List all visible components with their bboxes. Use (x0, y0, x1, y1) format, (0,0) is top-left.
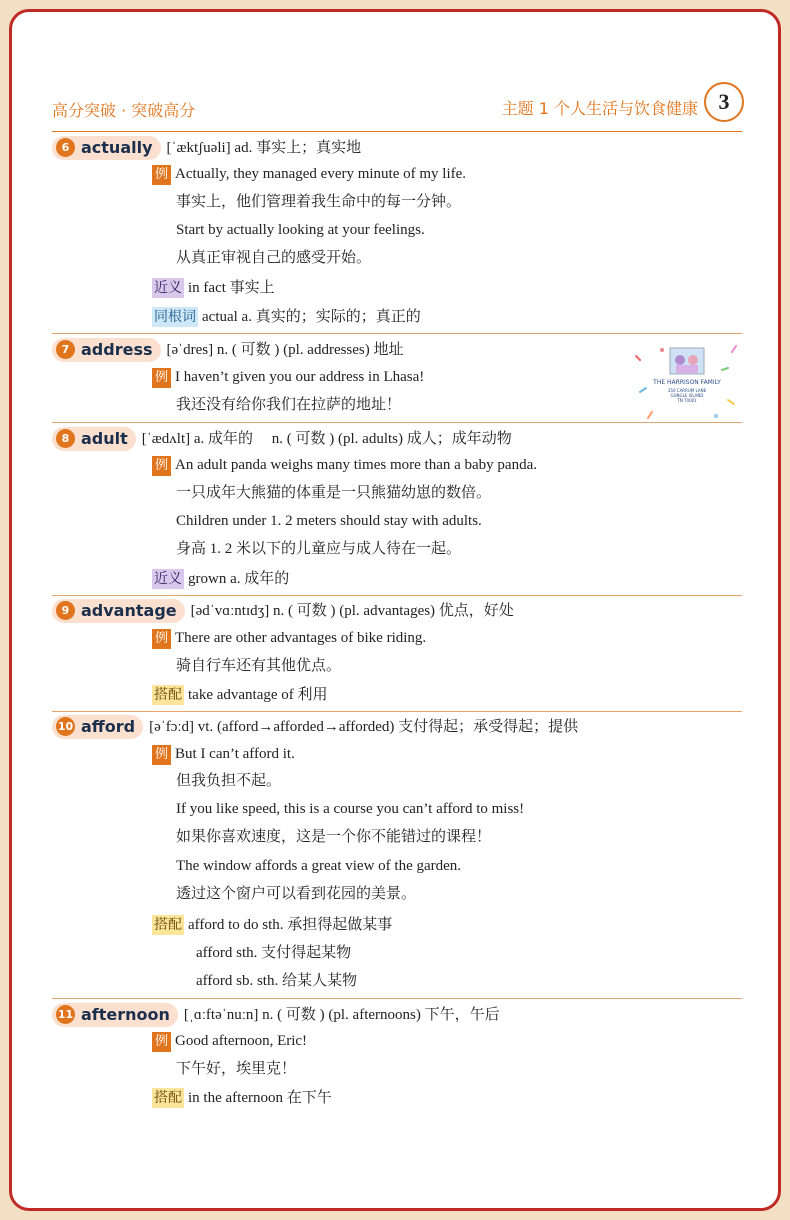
headword-pill (52, 1003, 178, 1027)
definition: [əˈfɔːd] vt. (afford→afforded→afforded) 支付得起；承受得起；提供 (149, 719, 579, 735)
example-translation: 透过这个窗户可以看到花园的美景。 (176, 886, 417, 902)
definition: [ˈædʌlt] a. 成年的 n. ( 可数 ) (pl. adults) 成人；成年动物 (141, 431, 512, 447)
synonym-text: grown a. 成年的 (188, 571, 290, 587)
example-tag: 例 (152, 456, 171, 476)
entry-headword-row (52, 427, 512, 451)
synonym-text: in fact 事实上 (188, 280, 275, 296)
definition: [ədˈvɑːntɪdʒ] n. ( 可数 ) (pl. advantages) 优点，好处 (190, 603, 514, 619)
example-tag: 例 (152, 745, 171, 765)
example-line (152, 454, 537, 476)
vocab-entry-actually (52, 134, 742, 332)
example-translation: 一只成年大熊猫的体重是一只熊猫幼崽的数倍。 (176, 485, 492, 501)
example-sentence: The window affords a great view of the garden. (176, 858, 462, 874)
example-translation: 但我负担不起。 (176, 773, 282, 789)
series-title: 高分突破 · 突破高分 (52, 101, 196, 120)
entry-headword-row (52, 715, 578, 739)
collocation-tag: 搭配 (154, 1090, 182, 1106)
headword: afternoon (81, 1005, 170, 1024)
entry-headword-row (52, 338, 404, 362)
example-line (152, 1030, 307, 1052)
headword-pill (52, 136, 161, 160)
headword: advantage (81, 601, 177, 620)
example-tag: 例 (152, 165, 171, 185)
collocation-text: in the afternoon 在下午 (188, 1090, 332, 1106)
collocation-text: afford to do sth. 承担得起做某事 (188, 917, 393, 933)
example-sentence: There are other advantages of bike riding. (175, 630, 427, 646)
cognate-tag: 同根词 (154, 309, 196, 325)
collocation-tag: 搭配 (154, 917, 182, 933)
example-sentence: If you like speed, this is a course you can’t afford to miss! (176, 801, 525, 817)
entry-number: 9 (56, 601, 75, 620)
collocation-tag: 搭配 (154, 687, 182, 703)
headword-pill (52, 427, 136, 451)
vocab-entry-adult (52, 422, 742, 594)
collocation-text: afford sth. 支付得起某物 (196, 945, 352, 961)
synonym-tag: 近义 (154, 571, 182, 587)
synonym-line (152, 277, 275, 299)
collocation-line (152, 914, 392, 936)
page-header (52, 86, 742, 132)
entry-headword-row (52, 1003, 500, 1027)
synonym-line (152, 568, 289, 590)
example-sentence: I haven’t given you our address in Lhasa! (175, 369, 425, 385)
synonym-tag: 近义 (154, 280, 182, 296)
illus-line-2: 350 CARRUM LANE (667, 388, 707, 393)
headword-pill (52, 338, 161, 362)
example-sentence: Actually, they managed every minute of my life. (175, 166, 467, 182)
illus-line-4: TN 70001 (677, 398, 697, 403)
entry-headword-row (52, 136, 361, 160)
example-translation: 身高 1. 2 米以下的儿童应与成人待在一起。 (176, 541, 462, 557)
illus-line-3: GUNGLE ISLAND (670, 393, 704, 398)
collocation-line (152, 684, 328, 706)
collocation-text: afford sb. sth. 给某人某物 (196, 973, 357, 989)
example-translation: 从真正审视自己的感受开始。 (176, 250, 372, 266)
example-translation: 如果你喜欢速度，这是一个你不能错过的课程！ (176, 829, 492, 845)
example-sentence: Start by actually looking at your feelings. (176, 222, 425, 238)
entry-number: 8 (56, 429, 75, 448)
cognate-line (152, 306, 421, 328)
vocab-entry-address (52, 333, 742, 421)
example-tag: 例 (152, 1032, 171, 1052)
example-translation: 下午好，埃里克！ (176, 1061, 297, 1077)
headword-pill (52, 599, 185, 623)
page-number: 3 (704, 82, 744, 122)
definition: [əˈdres] n. ( 可数 ) (pl. addresses) 地址 (166, 342, 404, 358)
example-translation: 事实上，他们管理着我生命中的每一分钟。 (176, 194, 462, 210)
example-line (152, 627, 426, 649)
headword-pill (52, 715, 143, 739)
vocab-entry-afford (52, 711, 742, 997)
address-card-illustration (632, 340, 742, 422)
cognate-text: actual a. 真实的；实际的；真正的 (202, 309, 421, 325)
example-line (152, 366, 424, 388)
example-line (152, 163, 466, 185)
example-translation: 骑自行车还有其他优点。 (176, 658, 342, 674)
vocab-entry-afternoon (52, 998, 742, 1113)
example-translation: 我还没有给你我们在拉萨的地址！ (176, 397, 402, 413)
collocation-text: take advantage of 利用 (188, 687, 328, 703)
illus-line-1: THE HARRISON FAMILY (653, 379, 721, 386)
headword: address (81, 340, 153, 359)
entry-headword-row (52, 599, 514, 623)
example-tag: 例 (152, 629, 171, 649)
vocab-entry-advantage (52, 595, 742, 710)
example-sentence: Children under 1. 2 meters should stay with adults. (176, 513, 482, 529)
definition: [ˌɑːftəˈnuːn] n. ( 可数 ) (pl. afternoons) 下午，午后 (183, 1007, 500, 1023)
headword: actually (81, 138, 153, 157)
headword: afford (81, 717, 136, 736)
headword: adult (81, 429, 128, 448)
entry-number: 6 (56, 138, 75, 157)
example-line (152, 743, 295, 765)
definition: [ˈæktʃuəli] ad. 事实上；真实地 (166, 140, 362, 156)
chapter-title: 主题 1 个人生活与饮食健康 (501, 99, 698, 118)
collocation-line (152, 1087, 332, 1109)
example-sentence: But I can’t afford it. (175, 746, 295, 762)
example-tag: 例 (152, 368, 171, 388)
entry-number: 10 (56, 717, 75, 736)
entry-number: 11 (56, 1005, 75, 1024)
example-sentence: Good afternoon, Eric! (175, 1033, 308, 1049)
example-sentence: An adult panda weighs many times more than a baby panda. (175, 457, 538, 473)
entry-number: 7 (56, 340, 75, 359)
